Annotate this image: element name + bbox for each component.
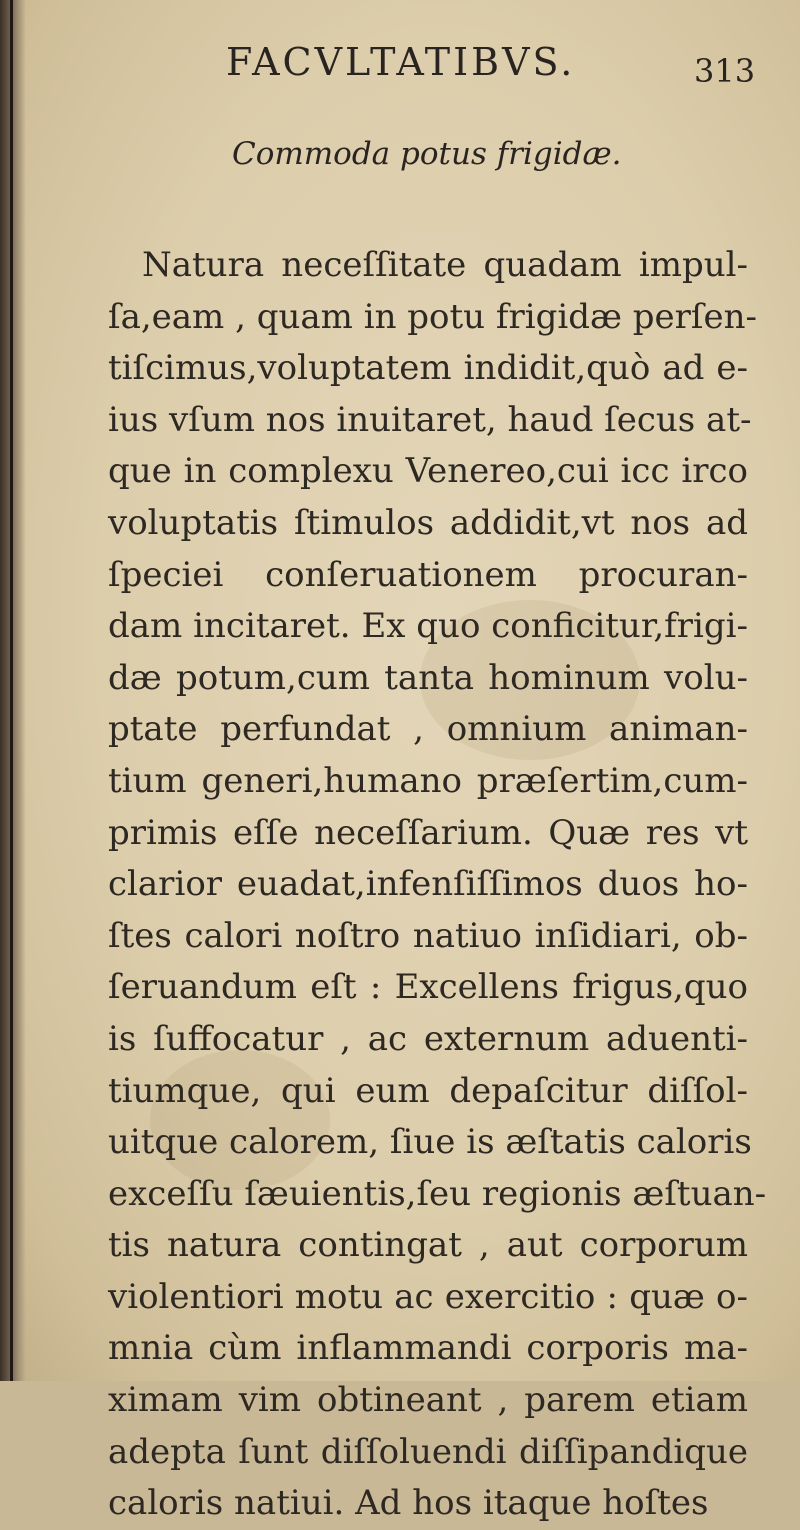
text-line: tiumque, qui eum depaſcitur diſſol- xyxy=(108,1070,748,1111)
text-line: clarior euadat,infenſiſſimos duos ho- xyxy=(108,864,748,905)
book-binding-shadow xyxy=(0,0,26,1381)
running-title: FACVLTATIBVS. xyxy=(226,40,576,84)
text-line: voluptatis ſtimulos addidit,vt nos ad xyxy=(108,502,748,543)
text-line: is ſuffocatur , ac externum aduenti- xyxy=(108,1018,748,1059)
text-line: ximam vim obtineant , parem etiam xyxy=(108,1380,748,1421)
text-line: ſpeciei conſeruationem procuran- xyxy=(108,554,748,595)
text-line: violentiori motu ac exercitio : quæ o- xyxy=(108,1276,748,1317)
text-line: exceſſu ſæuientis,ſeu regionis æſtuan- xyxy=(108,1173,767,1214)
text-line: tis natura contingat , aut corporum xyxy=(108,1225,748,1266)
text-line: tium generi,humano præſertim,cum- xyxy=(108,760,748,801)
body-text xyxy=(108,240,767,1530)
text-line: ptate perfundat , omnium animan- xyxy=(108,709,748,750)
text-line: uitque calorem, ſiue is æſtatis caloris xyxy=(108,1122,752,1163)
text-line: Natura neceſſitate quadam impul- xyxy=(142,245,748,285)
text-line: tiſcimus,voluptatem indidit,quò ad e- xyxy=(108,348,748,389)
text-line: ius vſum nos inuitaret, haud ſecus at- xyxy=(108,399,752,440)
text-line: dæ potum,cum tanta hominum volu- xyxy=(108,657,748,698)
text-line: ſeruandum eſt : Excellens frigus,quo xyxy=(108,967,748,1008)
text-line: que in complexu Venereo,cui icc irco xyxy=(108,451,748,492)
text-line: ſa,eam , quam in potu frigidæ perſen- xyxy=(108,296,757,337)
text-line: mnia cùm inflammandi corporis ma- xyxy=(108,1328,748,1369)
text-line: dam incitaret. Ex quo conficitur,frigi- xyxy=(108,606,748,647)
text-line: adepta ſunt diſſoluendi diſſipandique xyxy=(108,1431,748,1472)
binding-edge xyxy=(10,0,13,1381)
section-title: Commoda potus frigidæ. xyxy=(232,136,622,172)
text-line: caloris natiui. Ad hos itaque hoſtes xyxy=(108,1483,709,1524)
page-number: 313 xyxy=(694,52,756,90)
text-line: ſtes calori noſtro natiuo inſidiari, ob- xyxy=(108,915,748,956)
text-line: primis eſſe neceſſarium. Quæ res vt xyxy=(108,812,748,853)
